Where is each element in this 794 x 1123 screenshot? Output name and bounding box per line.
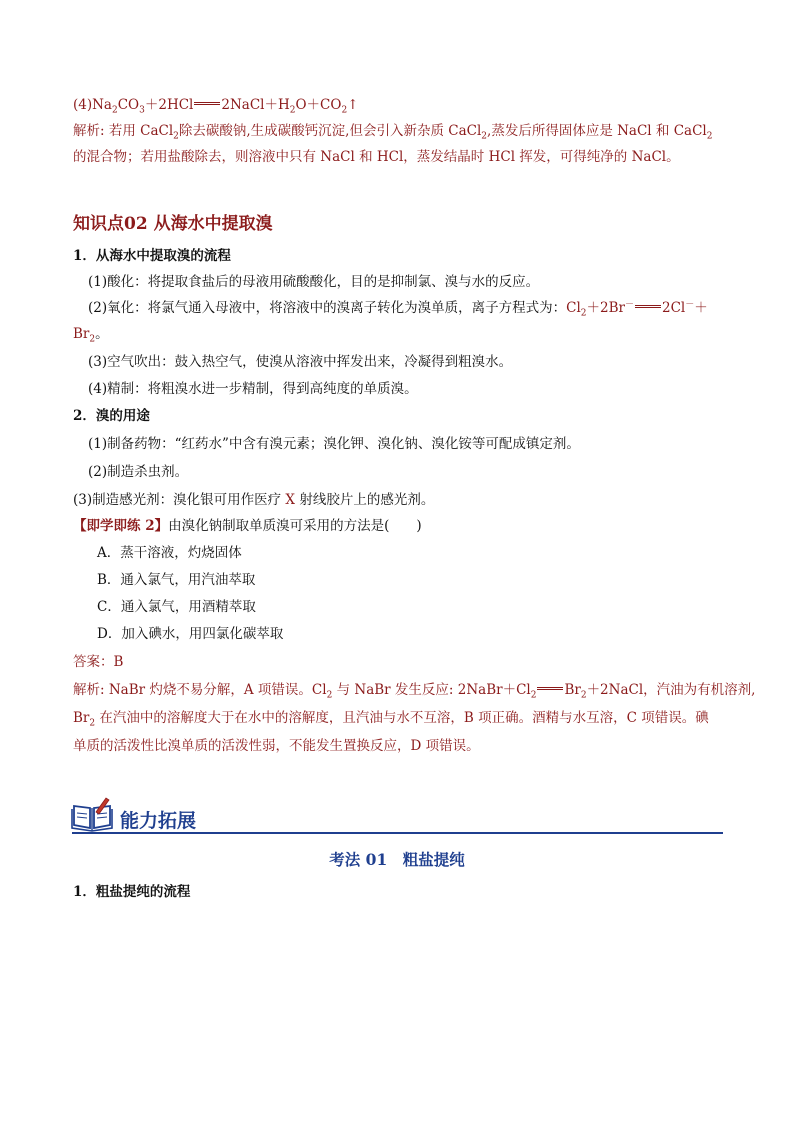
step-2-cont [73, 324, 109, 344]
sub: 2 [89, 334, 96, 345]
eq-text: (4)Na [73, 97, 112, 113]
sup: － [685, 299, 695, 310]
step-2 [88, 298, 708, 318]
text: Cl [566, 300, 581, 316]
explanation-line-1 [73, 680, 755, 700]
explanation-line-3: 单质的活泼性比溴单质的活泼性弱，不能发生置换反应，D 项错误。 [73, 738, 480, 754]
subheading-uses: 2．溴的用途 [73, 408, 150, 424]
text: 解析: 若用 CaCl [73, 123, 174, 139]
eq-text: O＋CO [295, 97, 342, 113]
text: X [285, 492, 296, 508]
equals-sign [635, 299, 661, 308]
subheading-purification: 1．粗盐提纯的流程 [73, 884, 191, 900]
answer: 答案：B [73, 654, 124, 670]
sub: 2 [481, 131, 488, 142]
sub: 2 [580, 308, 587, 319]
question-text: 由溴化钠制取单质溴可采用的方法是( ) [168, 518, 422, 534]
subheading-flow: 1．从海水中提取溴的流程 [73, 248, 231, 264]
eq-text: ＋2HCl [144, 97, 194, 113]
gas-arrow: ↑ [347, 97, 359, 113]
text: Br [73, 710, 90, 726]
analysis-line-2: 的混合物；若用盐酸除去，则溶液中只有 NaCl 和 HCl，蒸发结晶时 HCl 挥发，可得纯净的 NaCl。 [73, 149, 680, 165]
text: Br [73, 326, 90, 342]
method-title: 考法 01 粗盐提纯 [329, 850, 465, 869]
section-title: 知识点02 从海水中提取溴 [73, 214, 273, 234]
use-2: (2)制造杀虫剂。 [88, 464, 189, 480]
step-4: (4)精制：将粗溴水进一步精制，得到高纯度的单质溴。 [88, 381, 418, 397]
text: 除去碳酸钠,生成碳酸钙沉淀,但会引入新杂质 CaCl [178, 123, 482, 139]
text: 射线胶片上的感光剂。 [295, 492, 435, 508]
eq-text: CO [117, 97, 140, 113]
equation-4 [73, 95, 359, 115]
banner-divider [72, 832, 723, 834]
eq-sub: 2 [341, 105, 348, 116]
use-3 [73, 490, 434, 510]
sub: 2 [580, 690, 587, 701]
text: Br [564, 682, 581, 698]
text: 2Cl [662, 300, 686, 316]
text: (3)制造感光剂：溴化银可用作医疗 [73, 492, 286, 508]
option-c: C．通入氯气，用酒精萃取 [97, 599, 256, 615]
text: 。 [95, 326, 109, 342]
text: 解析: NaBr 灼烧不易分解，A 项错误。Cl [73, 682, 327, 698]
text: 在汽油中的溶解度大于在水中的溶解度，且汽油与水不互溶，B 项正确。酒精与水互溶，C 项错误。碘 [95, 710, 709, 726]
sub: 2 [530, 690, 537, 701]
text: (2)氧化：将氯气通入母液中，将溶液中的溴离子转化为溴单质，离子方程式为： [88, 300, 567, 316]
eq-text: 2NaCl＋H [221, 97, 290, 113]
explanation-line-2 [73, 708, 709, 728]
text: ,蒸发后所得固体应是 NaCl 和 CaCl [487, 123, 707, 139]
text: ＋2Br [586, 300, 625, 316]
eq-sub: 3 [139, 105, 145, 116]
step-1: (1)酸化：将提取食盐后的母液用硫酸酸化，目的是抑制氯、溴与水的反应。 [88, 274, 540, 290]
option-d: D．加入碘水，用四氯化碳萃取 [97, 626, 284, 642]
practice-question [73, 516, 422, 536]
equals-sign [537, 681, 563, 690]
use-1: (1)制备药物：“红药水”中含有溴元素；溴化钾、溴化钠、溴化铵等可配成镇定剂。 [88, 436, 580, 452]
eq-sub: 2 [289, 105, 296, 116]
sup: － [624, 299, 634, 310]
sub: 2 [326, 690, 333, 701]
sub: 2 [706, 131, 713, 142]
banner-title: 能力拓展 [120, 810, 197, 832]
ionic-equation [566, 299, 708, 319]
text: ＋2NaCl，汽油为有机溶剂, [586, 682, 756, 698]
option-a: A．蒸干溶液，灼烧固体 [97, 545, 242, 561]
equals-sign [194, 96, 220, 105]
sub: 2 [173, 131, 179, 142]
eq-sub: 2 [111, 105, 118, 116]
sub: 2 [89, 718, 96, 729]
text: ＋ [694, 300, 708, 316]
step-3: (3)空气吹出：鼓入热空气，使溴从溶液中挥发出来，冷凝得到粗溴水。 [88, 354, 513, 370]
open-book-pen-icon [70, 796, 114, 832]
option-b: B．通入氯气，用汽油萃取 [97, 572, 256, 588]
analysis-line-1 [73, 121, 712, 141]
practice-tag: 【即学即练 2】 [73, 518, 169, 534]
text: 与 NaBr 发生反应: 2NaBr＋Cl [332, 682, 531, 698]
